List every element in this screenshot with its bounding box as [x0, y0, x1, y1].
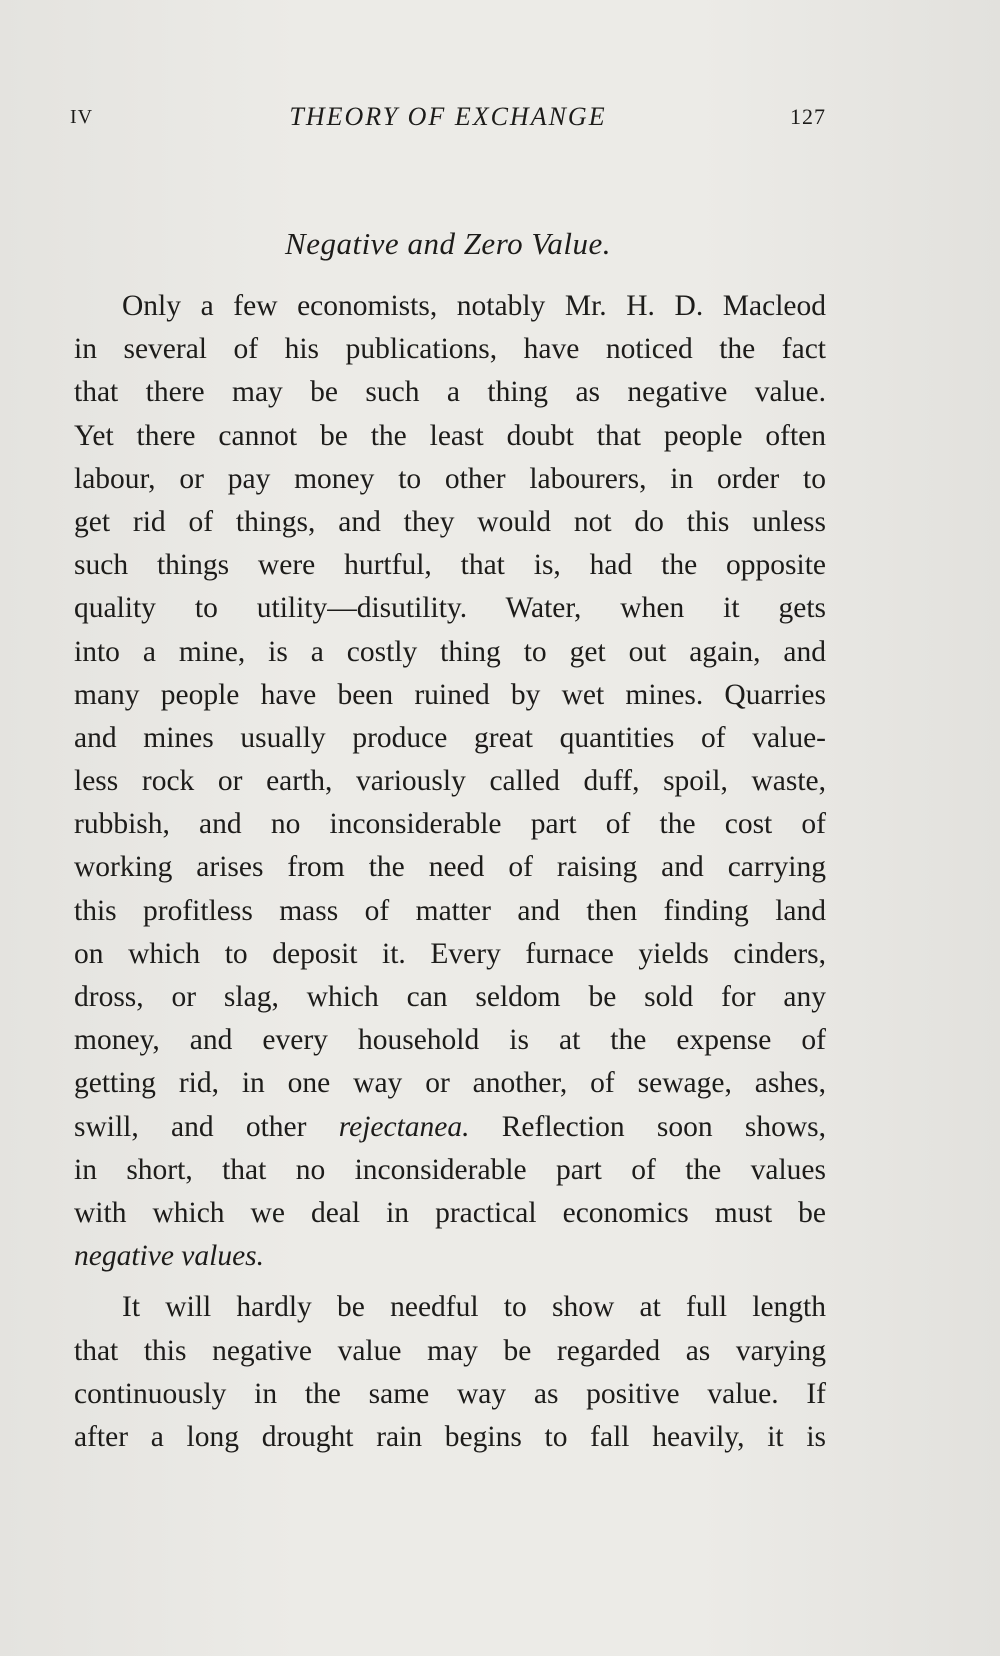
- section-title: Negative and Zero Value.: [285, 226, 611, 261]
- body-text: [74, 285, 826, 1459]
- text-line: get rid of things, and they would not do this unless: [74, 505, 826, 538]
- text-line: working arises from the need of raising and carrying: [74, 851, 826, 884]
- text-line: in short, that no inconsiderable part of the values: [74, 1153, 826, 1186]
- running-title: THEORY OF EXCHANGE: [289, 102, 607, 131]
- page-number: 127: [790, 104, 826, 129]
- text-line: labour, or pay money to other labourers, in order to: [74, 462, 826, 495]
- paragraph-1: [74, 285, 826, 1278]
- text-line: continuously in the same way as positive value. If: [74, 1377, 826, 1410]
- text-line: that this negative value may be regarded as varying: [74, 1334, 826, 1367]
- text-line: Only a few economists, notably Mr. H. D. Macleod: [122, 290, 826, 322]
- text-line: dross, or slag, which can seldom be sold for any: [74, 981, 826, 1013]
- text-line: Yet there cannot be the least doubt that people often: [74, 419, 826, 452]
- text-line: this profitless mass of matter and then finding land: [74, 894, 826, 927]
- text-segment: swill, and other: [74, 1110, 307, 1143]
- text-line: in several of his publications, have noticed the fact: [74, 333, 826, 366]
- text-line: on which to deposit it. Every furnace yields cinders,: [74, 937, 826, 970]
- text-line: getting rid, in one way or another, of sewage, ashes,: [74, 1067, 826, 1100]
- text-line: and mines usually produce great quantities of value-: [74, 721, 826, 754]
- text-segment: Reflection soon shows,: [501, 1110, 826, 1143]
- text-line-mixed: [74, 1106, 826, 1149]
- text-line: quality to utility—disutility. Water, when it gets: [74, 592, 826, 625]
- text-line: into a mine, is a costly thing to get out again, and: [74, 635, 826, 668]
- text-line: with which we deal in practical economics must be: [74, 1196, 826, 1229]
- text-line: that there may be such a thing as negative value.: [74, 376, 826, 409]
- text-line: many people have been ruined by wet mines. Quarries: [74, 678, 826, 711]
- text-line: after a long drought rain begins to fall heavily, it is: [74, 1420, 826, 1453]
- text-line: money, and every household is at the expense of: [74, 1024, 826, 1057]
- paragraph-2: [74, 1286, 826, 1459]
- text-line-italic: [74, 1235, 826, 1278]
- text-line: It will hardly be needful to show at full length: [122, 1291, 826, 1324]
- chapter-number: IV: [70, 106, 94, 128]
- text-line: such things were hurtful, that is, had the opposite: [74, 549, 826, 582]
- latin-term: rejectanea.: [338, 1110, 470, 1143]
- text-line: less rock or earth, variously called duff, spoil, waste,: [74, 765, 826, 798]
- running-header: [70, 98, 826, 138]
- text-line: rubbish, and no inconsiderable part of the cost of: [74, 808, 826, 841]
- emphasis: negative values.: [74, 1240, 265, 1273]
